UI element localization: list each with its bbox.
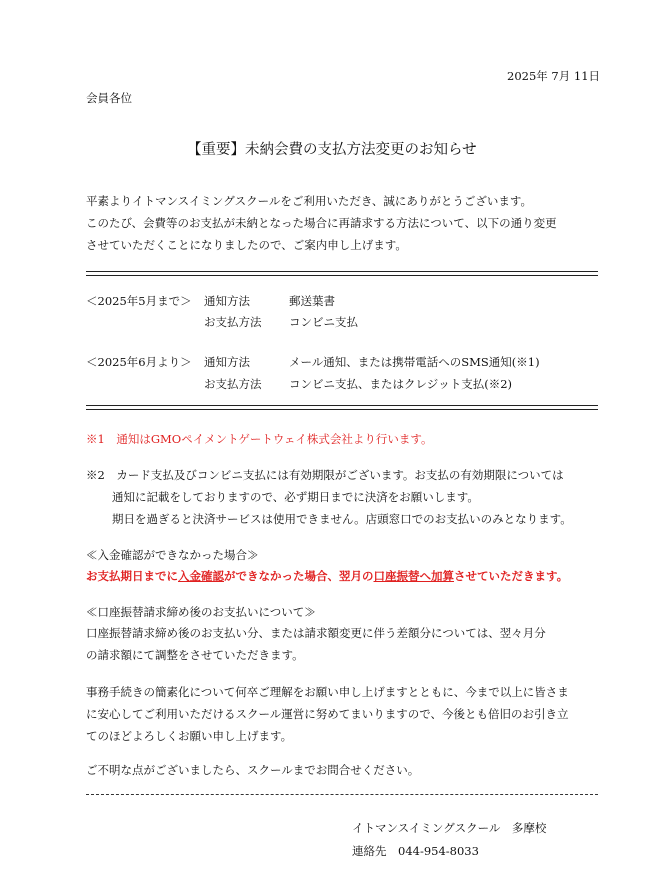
text-part: お支払期日までに xyxy=(86,569,178,583)
row-value: コンビニ支払 xyxy=(289,315,358,329)
recipient: 会員各位 xyxy=(86,91,132,105)
note-2-line: 通知に記載をしておりますので、必ず期日までに決済をお願いします。 xyxy=(112,490,479,504)
section-divider-bottom xyxy=(86,405,598,410)
row-label: 通知方法 xyxy=(204,355,250,369)
paragraph-line: てのほどよろしくお願い申し上げます。 xyxy=(86,729,293,743)
row-label: お支払方法 xyxy=(204,377,262,391)
paragraph-line: 口座振替請求締め後のお支払い分、または請求額変更に伴う差額分については、翌々月分 xyxy=(86,626,546,640)
footer-divider xyxy=(86,794,598,795)
document-date: 2025年 7月 11日 xyxy=(507,69,601,83)
section-divider-top xyxy=(86,271,598,276)
document-title: 【重要】未納会費の支払方法変更のお知らせ xyxy=(187,142,477,158)
row-label: お支払方法 xyxy=(204,315,262,329)
phone-contact: 連絡先 044-954-8033 xyxy=(352,844,479,858)
text-underlined: 口座振替へ加算 xyxy=(373,569,454,583)
intro-line: させていただくことになりましたので、ご案内申し上げます。 xyxy=(86,238,407,252)
row-label: 通知方法 xyxy=(204,294,250,308)
period-label: ＜2025年5月まで＞ xyxy=(86,294,192,308)
contact-note: ご不明な点がございましたら、スクールまでお問合せください。 xyxy=(86,763,420,777)
text-underlined: 入金確認 xyxy=(178,569,224,583)
row-value: 郵送葉書 xyxy=(289,294,335,308)
intro-line: 平素よりイトマンスイミングスクールをご利用いただき、誠にありがとうございます。 xyxy=(86,194,532,208)
note-2-line: 期日を過ぎると決済サービスは使用できません。店頭窓口でのお支払いのみとなります。 xyxy=(112,512,572,526)
note-2-line: ※2 カード支払及びコンビニ支払には有効期限がございます。お支払の有効期限については xyxy=(86,468,564,482)
note-1: ※1 通知はGMOペイメントゲートウェイ株式会社より行います。 xyxy=(86,432,433,446)
text-part: ができなかった場合、翌月の xyxy=(224,569,374,583)
paragraph-line: の請求額にて調整をさせていただきます。 xyxy=(86,648,304,662)
section-heading: ≪口座振替請求締め後のお支払いについて≫ xyxy=(86,605,316,619)
paragraph-line: に安心してご利用いただけるスクール運営に努めてまいりますので、今後とも倍旧のお引き立 xyxy=(86,707,569,721)
paragraph-line: 事務手続きの簡素化について何卒ご理解をお願い申し上げますとともに、今まで以上に皆さま xyxy=(86,685,569,699)
period-label: ＜2025年6月より＞ xyxy=(86,355,192,369)
intro-line: このたび、会費等のお支払が未納となった場合に再請求する方法について、以下の通り変更 xyxy=(86,216,557,230)
school-name: イトマンスイミングスクール 多摩校 xyxy=(352,821,547,835)
unconfirmed-text xyxy=(86,568,568,584)
row-value: メール通知、または携帯電話へのSMS通知(※1) xyxy=(289,355,540,369)
section-heading: ≪入金確認ができなかった場合≫ xyxy=(86,548,259,562)
text-part: させていただきます。 xyxy=(454,569,569,583)
row-value: コンビニ支払、またはクレジット支払(※2) xyxy=(289,377,513,391)
